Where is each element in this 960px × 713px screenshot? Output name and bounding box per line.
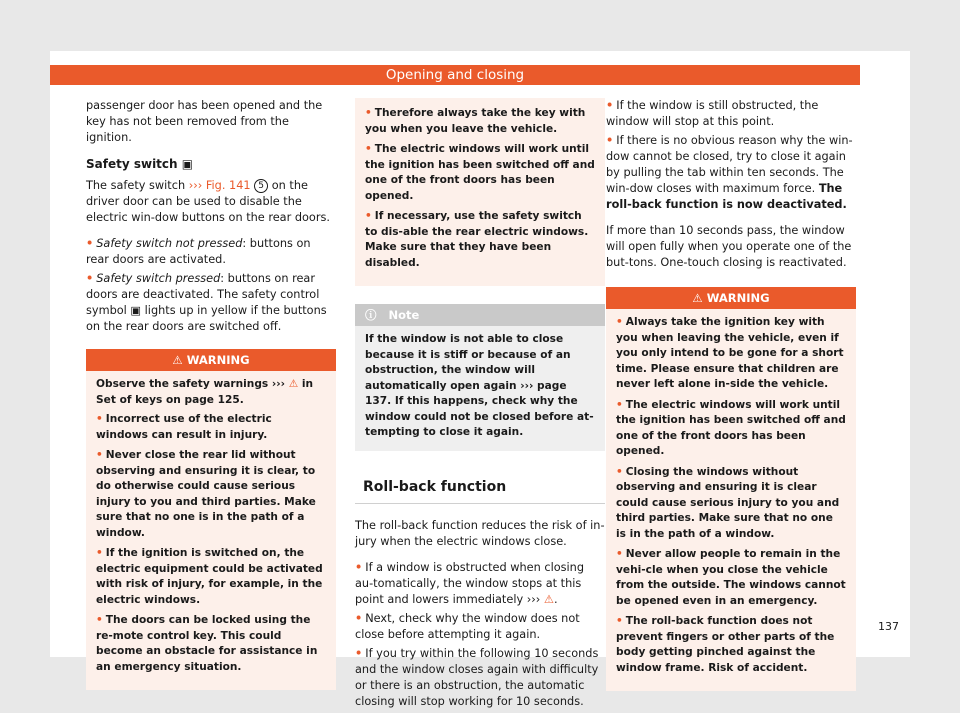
list-item: • Therefore always take the key with you when you leave the vehicle. xyxy=(365,107,586,135)
intro-paragraph: passenger door has been opened and the key has not been removed from the ignition. xyxy=(86,99,323,144)
warning-box xyxy=(86,349,336,690)
section-title: Roll-back function xyxy=(355,471,605,504)
list-item: • Incorrect use of the electric windows can result in injury. xyxy=(96,413,272,441)
list-item: • The doors can be locked using the re-mote control key. This could become an obstacle for assistance in an emergency situation. xyxy=(96,614,318,673)
list-item: • If there is no obvious reason why the win-dow cannot be closed, try to close it again by pulling the tab within ten seconds. The win-dow closes with maximum force. The roll-back function is now deactivated. xyxy=(606,134,853,211)
warning-icon: ⚠ xyxy=(543,592,555,606)
warning-icon: ⚠ xyxy=(692,291,703,305)
warning-box-continued xyxy=(355,98,605,286)
warning-header: ⚠ WARNING xyxy=(606,287,856,309)
safety-switch-heading: Safety switch ▣ xyxy=(86,157,194,171)
list-item: • Next, check why the window does not close before attempting it again. xyxy=(355,611,580,641)
window-lock-icon: ▣ xyxy=(130,304,142,317)
column-right xyxy=(606,98,856,691)
list-item: • If necessary, use the safety switch to dis-able the rear electric windows. Make sure that they have been disabled. xyxy=(365,210,589,269)
warning-header: ⚠ WARNING xyxy=(86,349,336,371)
warning-intro: Observe the safety warnings ››› ⚠ in Set of keys on page 125. xyxy=(96,378,314,406)
note-box xyxy=(355,304,605,451)
safety-paragraph: The safety switch ››› Fig. 141 5 on the driver door can be used to disable the electric win-dow buttons on the rear doors. xyxy=(86,179,330,224)
note-text: If the window is not able to close because it is stiff or because of an obstruction, the window will automatically open again ››› page 137. If this happens, check why the window could not be closed before at-tempting to close it again. xyxy=(365,333,594,438)
page-header: Opening and closing xyxy=(50,65,860,85)
column-left xyxy=(86,98,336,690)
window-lock-icon: ▣ xyxy=(181,157,194,171)
page-number: 137 xyxy=(878,620,899,633)
warning-box xyxy=(606,287,856,691)
list-item: • Never close the rear lid without observing and ensuring it is clear, to do otherwise could cause serious injury to you and third parties. Make sure that no one is in the path of a window. xyxy=(96,449,316,539)
list-item: • Never allow people to remain in the vehi-cle when you close the vehicle from the outside. The windows cannot be opened even in an emergency. xyxy=(616,548,846,607)
callout-number: 5 xyxy=(254,179,268,193)
list-item: • Safety switch pressed: buttons on rear doors are deactivated. The safety control symbol ▣ lights up in yellow if the buttons on the rear doors are switched off. xyxy=(86,272,327,333)
list-item: • If you try within the following 10 seconds and the window closes again with difficulty or there is an obstruction, the automatic closing will stop working for 10 seconds. xyxy=(355,646,599,708)
list-item: • The electric windows will work until the ignition has been switched off and one of the front doors has been opened. xyxy=(616,398,846,457)
list-item: • The electric windows will work until the ignition has been switched off and one of the front doors has been opened. xyxy=(365,143,595,202)
note-header: ⓘ Note xyxy=(355,304,605,326)
figure-link[interactable]: ››› Fig. 141 xyxy=(188,179,251,192)
column-middle xyxy=(355,98,605,713)
list-item: • If the ignition is switched on, the electric equipment could be activated with risk of injury, for example, in the electric windows. xyxy=(96,547,323,606)
list-item: • Safety switch not pressed: buttons on rear doors are activated. xyxy=(86,237,311,266)
warning-icon: ⚠ xyxy=(288,378,299,390)
warning-icon: ⚠ xyxy=(172,353,183,367)
paragraph: If more than 10 seconds pass, the window will open fully when you operate one of the but-tons. One-touch closing is reactivated. xyxy=(606,224,852,269)
section-intro: The roll-back function reduces the risk of in-jury when the electric windows close. xyxy=(355,518,605,548)
list-item: • If a window is obstructed when closing au-tomatically, the window stops at this point and lowers immediately ››› ⚠. xyxy=(355,560,584,606)
list-item: • The roll-back function does not prevent fingers or other parts of the body getting pinched against the window frame. Risk of accident. xyxy=(616,615,835,674)
list-item: • Always take the ignition key with you when leaving the vehicle, even if you only intend to be gone for a short time. Please ensure that children are never left alone in-side the vehicle. xyxy=(616,316,844,390)
list-item: • If the window is still obstructed, the window will stop at this point. xyxy=(606,99,819,128)
list-item: • Closing the windows without observing and ensuring it is clear could cause serious injury to you and third parties. Make sure that no one is in the path of a window. xyxy=(616,465,840,540)
info-icon: ⓘ xyxy=(365,308,377,322)
